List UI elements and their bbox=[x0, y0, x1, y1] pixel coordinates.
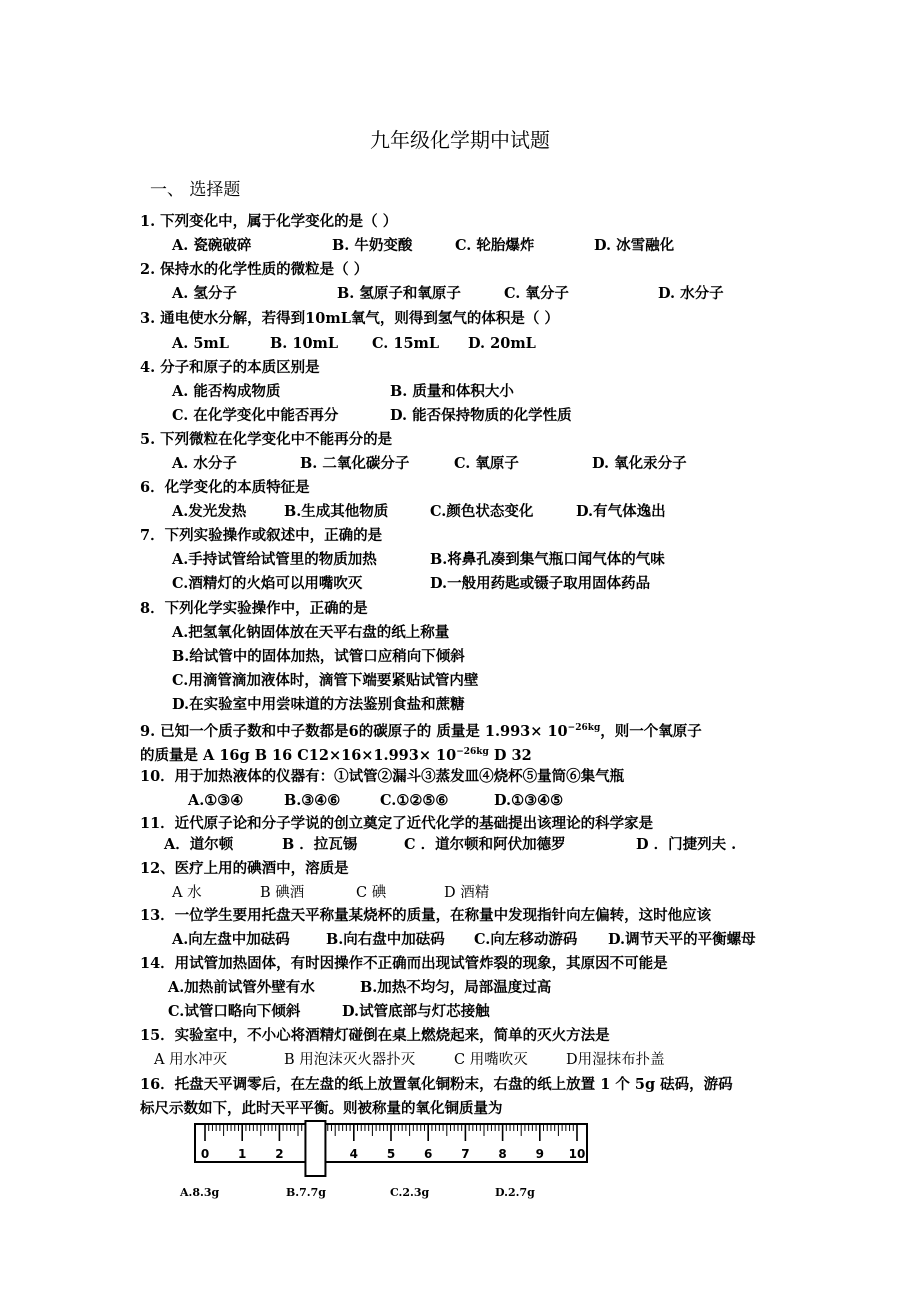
option-c[interactable]: C.颜色状态变化 bbox=[430, 503, 534, 520]
option-b[interactable]: B. 质量和体积大小 bbox=[390, 383, 514, 400]
question-6-stem: 6．化学变化的本质特征是 bbox=[140, 479, 310, 496]
option-b[interactable]: B ．拉瓦锡 bbox=[282, 836, 358, 853]
option-a[interactable]: A.向左盘中加砝码 bbox=[172, 931, 290, 948]
question-3-options bbox=[172, 332, 792, 356]
option-c[interactable]: C.酒精灯的火焰可以用嘴吹灭 bbox=[172, 575, 363, 592]
question-16-stem: 16．托盘天平调零后，在左盘的纸上放置氧化铜粉末，右盘的纸上放置 1 个 5g 砝码，游码 bbox=[140, 1076, 733, 1093]
question-14-stem: 14．用试管加热固体，有时因操作不正确而出现试管炸裂的现象，其原因不可能是 bbox=[140, 955, 668, 972]
option-a[interactable]: A.加热前试管外壁有水 bbox=[168, 979, 315, 996]
option-b[interactable]: B.给试管中的固体加热，试管口应稍向下倾斜 bbox=[172, 648, 465, 665]
option-c[interactable]: C.①②⑤⑥ bbox=[380, 792, 449, 809]
option-c[interactable]: C 用嘴吹灭 bbox=[454, 1052, 528, 1068]
section-heading: 一、 选择题 bbox=[150, 180, 241, 200]
question-9-text-end: ，则一个氧原子 bbox=[600, 722, 702, 740]
option-c[interactable]: C.2.3g bbox=[390, 1186, 430, 1199]
option-d[interactable]: D.调节天平的平衡螺母 bbox=[608, 931, 756, 948]
question-4-options-row2 bbox=[172, 404, 792, 428]
question-14-options-row1 bbox=[168, 976, 788, 1000]
option-d[interactable]: D.试管底部与灯芯接触 bbox=[342, 1003, 490, 1020]
option-d[interactable]: D. 能否保持物质的化学性质 bbox=[390, 407, 572, 424]
option-c[interactable]: C. 在化学变化中能否再分 bbox=[172, 407, 339, 424]
question-2-options bbox=[172, 282, 792, 306]
question-13-stem: 13．一位学生要用托盘天平称量某烧杯的质量，在称量中发现指针向左偏转，这时他应该 bbox=[140, 907, 712, 924]
option-b[interactable]: B.加热不均匀，局部温度过高 bbox=[360, 979, 552, 996]
option-b[interactable]: B.7.7g bbox=[286, 1186, 326, 1199]
option-d[interactable]: D.有气体逸出 bbox=[576, 503, 666, 520]
question-6-options bbox=[172, 500, 792, 524]
option-d[interactable]: D.一般用药匙或镊子取用固体药品 bbox=[430, 575, 651, 592]
option-a[interactable]: A. 5mL bbox=[172, 335, 229, 352]
question-8-stem: 8．下列化学实验操作中，正确的是 bbox=[140, 600, 368, 617]
option-a[interactable]: A.①③④ bbox=[188, 792, 244, 809]
option-b[interactable]: B.③④⑥ bbox=[284, 792, 341, 809]
option-b[interactable]: B. 牛奶变酸 bbox=[332, 237, 413, 254]
rider-slider[interactable] bbox=[305, 1121, 325, 1176]
ruler-tick-label: 9 bbox=[535, 1147, 544, 1161]
option-c[interactable]: C. 氧原子 bbox=[454, 455, 519, 472]
ruler-tick-label: 10 bbox=[568, 1147, 586, 1161]
ruler-tick-label: 6 bbox=[424, 1147, 433, 1161]
option-b[interactable]: B.生成其他物质 bbox=[284, 503, 389, 520]
option-a[interactable]: A 用水冲灭 bbox=[154, 1052, 228, 1068]
question-1-options bbox=[172, 234, 792, 258]
ruler-tick-label: 5 bbox=[386, 1147, 396, 1161]
question-4-stem: 4. 分子和原子的本质区别是 bbox=[140, 359, 320, 376]
option-d[interactable]: D. 氧化汞分子 bbox=[592, 455, 687, 472]
option-d[interactable]: D 32 bbox=[488, 746, 532, 764]
question-9-line2 bbox=[140, 740, 790, 768]
option-d[interactable]: D.2.7g bbox=[495, 1186, 535, 1199]
page-title: 九年级化学期中试题 bbox=[370, 128, 550, 152]
question-9-options[interactable]: 的质量是 A 16g B 16 C12×16×1.993× 10 bbox=[140, 746, 457, 764]
exponent: −26kg bbox=[567, 723, 601, 733]
rider-scale-ruler bbox=[193, 1120, 591, 1178]
option-c[interactable]: C 碘 bbox=[356, 885, 387, 901]
option-b[interactable]: B. 二氧化碳分子 bbox=[300, 455, 410, 472]
option-b[interactable]: B. 10mL bbox=[270, 335, 339, 352]
option-c[interactable]: C ．道尔顿和阿伏加德罗 bbox=[404, 836, 566, 853]
question-12-stem: 12、医疗上用的碘酒中，溶质是 bbox=[140, 860, 349, 877]
question-10-options bbox=[188, 789, 788, 813]
ruler-svg bbox=[193, 1120, 591, 1178]
ruler-tick-label: 4 bbox=[349, 1147, 358, 1161]
option-a[interactable]: A. 能否构成物质 bbox=[172, 383, 281, 400]
question-12-options bbox=[172, 881, 672, 905]
question-10-stem: 10．用于加热液体的仪器有：①试管②漏斗③蒸发皿④烧杯⑤量筒⑥集气瓶 bbox=[140, 768, 625, 785]
option-a[interactable]: A 水 bbox=[172, 885, 202, 901]
option-a[interactable]: A. 瓷碗破碎 bbox=[172, 237, 252, 254]
question-11-options bbox=[164, 833, 784, 857]
question-14-options-row2 bbox=[168, 1000, 788, 1024]
exponent: −26kg bbox=[456, 747, 489, 757]
option-a[interactable]: A.8.3g bbox=[180, 1186, 220, 1199]
question-7-options-row2 bbox=[172, 572, 792, 596]
ruler-tick-label: 2 bbox=[275, 1147, 284, 1161]
option-a[interactable]: A.把氢氧化钠固体放在天平右盘的纸上称量 bbox=[172, 624, 450, 641]
option-d[interactable]: D用湿抹布扑盖 bbox=[566, 1052, 665, 1068]
ruler-tick-label: 7 bbox=[461, 1147, 470, 1161]
question-13-options bbox=[172, 928, 792, 952]
ruler-tick-label: 1 bbox=[238, 1147, 247, 1161]
question-1-stem: 1. 下列变化中，属于化学变化的是（ ） bbox=[140, 213, 398, 230]
question-3-stem: 3. 通电使水分解，若得到10mL氧气，则得到氢气的体积是（ ） bbox=[140, 310, 559, 327]
option-d[interactable]: D.①③④⑤ bbox=[494, 792, 564, 809]
option-b[interactable]: B.将鼻孔凑到集气瓶口闻气体的气味 bbox=[430, 551, 665, 568]
question-2-stem: 2. 保持水的化学性质的微粒是（ ） bbox=[140, 261, 369, 278]
option-a[interactable]: A. 氢分子 bbox=[172, 285, 237, 302]
option-c[interactable]: C.向左移动游码 bbox=[474, 931, 578, 948]
option-b[interactable]: B 用泡沫灭火器扑灭 bbox=[284, 1052, 416, 1068]
option-d[interactable]: D. 20mL bbox=[468, 335, 536, 352]
question-15-options bbox=[154, 1048, 794, 1072]
option-c[interactable]: C.用滴管滴加液体时，滴管下端要紧贴试管内壁 bbox=[172, 672, 479, 689]
question-5-options bbox=[172, 452, 792, 476]
question-7-stem: 7．下列实验操作或叙述中，正确的是 bbox=[140, 527, 383, 544]
option-c[interactable]: C.试管口略向下倾斜 bbox=[168, 1003, 301, 1020]
question-4-options-row1 bbox=[172, 380, 792, 404]
option-b[interactable]: B.向右盘中加砝码 bbox=[326, 931, 445, 948]
question-7-options-row1 bbox=[172, 548, 792, 572]
option-d[interactable]: D 酒精 bbox=[444, 885, 490, 901]
option-c[interactable]: C. 氧分子 bbox=[504, 285, 569, 302]
ruler-tick-label: 0 bbox=[200, 1147, 210, 1161]
option-a[interactable]: A.手持试管给试管里的物质加热 bbox=[172, 551, 377, 568]
option-a[interactable]: A．道尔顿 bbox=[164, 836, 234, 853]
question-11-stem: 11．近代原子论和分子学说的创立奠定了近代化学的基础提出该理论的科学家是 bbox=[140, 815, 654, 832]
option-a[interactable]: A. 水分子 bbox=[172, 455, 237, 472]
ruler-tick-label: 8 bbox=[498, 1147, 507, 1161]
option-d[interactable]: D. 水分子 bbox=[658, 285, 724, 302]
option-d[interactable]: D ．门捷列夫 . bbox=[636, 836, 737, 853]
option-a[interactable]: A.发光发热 bbox=[172, 503, 247, 520]
question-5-stem: 5. 下列微粒在化学变化中不能再分的是 bbox=[140, 431, 393, 448]
question-16-stem-line2: 标尺示数如下，此时天平平衡。则被称量的氧化铜质量为 bbox=[140, 1100, 503, 1117]
option-d[interactable]: D.在实验室中用尝味道的方法鉴别食盐和蔗糖 bbox=[172, 696, 465, 713]
option-c[interactable]: C. 轮胎爆炸 bbox=[455, 237, 535, 254]
question-9-text: 9. 已知一个质子数和中子数都是6的碳原子的 质量是 1.993× 10 bbox=[140, 722, 568, 740]
option-c[interactable]: C. 15mL bbox=[372, 335, 440, 352]
option-b[interactable]: B 碘酒 bbox=[260, 885, 305, 901]
option-d[interactable]: D. 冰雪融化 bbox=[594, 237, 675, 254]
question-15-stem: 15．实验室中，不小心将酒精灯碰倒在桌上燃烧起来，简单的灭火方法是 bbox=[140, 1027, 610, 1044]
option-b[interactable]: B. 氢原子和氧原子 bbox=[337, 285, 461, 302]
